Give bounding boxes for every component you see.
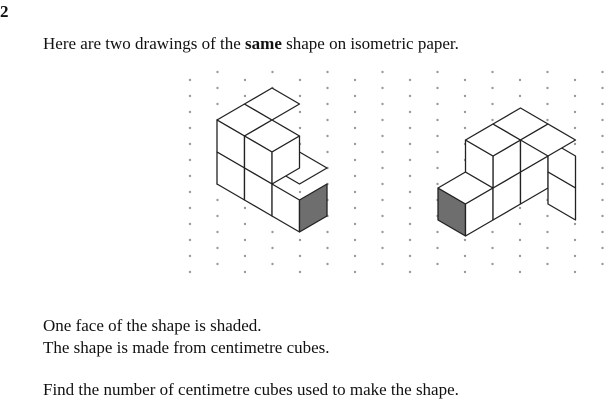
intro-before: Here are two drawings of the: [43, 34, 246, 53]
grid-dot: [409, 255, 411, 257]
grid-dot: [436, 263, 438, 265]
cube-front-face: [272, 184, 300, 232]
grid-dot: [271, 247, 273, 249]
grid-dot: [381, 215, 383, 217]
grid-dot: [409, 239, 411, 241]
grid-dot: [601, 199, 603, 201]
grid-dot: [189, 95, 191, 97]
grid-dot: [574, 239, 576, 241]
grid-dot: [299, 79, 301, 81]
grid-dot: [409, 95, 411, 97]
grid-dot: [271, 263, 273, 265]
grid-dot: [409, 79, 411, 81]
grid-dot: [354, 111, 356, 113]
grid-dot: [436, 183, 438, 185]
grid-dot: [381, 263, 383, 265]
grid-dot: [491, 103, 493, 105]
grid-dot: [189, 191, 191, 193]
grid-dot: [436, 119, 438, 121]
grid-dot: [409, 191, 411, 193]
right-shape-drawing: [438, 108, 576, 236]
grid-dot: [189, 271, 191, 273]
grid-dot: [189, 207, 191, 209]
grid-dot: [381, 151, 383, 153]
grid-dot: [381, 71, 383, 73]
grid-dot: [574, 127, 576, 129]
grid-dot: [326, 135, 328, 137]
grid-dot: [491, 119, 493, 121]
grid-dot: [299, 127, 301, 129]
grid-dot: [519, 271, 521, 273]
grid-dot: [354, 271, 356, 273]
grid-dot: [574, 111, 576, 113]
grid-dot: [326, 247, 328, 249]
grid-dot: [216, 71, 218, 73]
grid-dot: [216, 199, 218, 201]
grid-dot: [381, 231, 383, 233]
grid-dot: [409, 111, 411, 113]
grid-dot: [546, 87, 548, 89]
statement-centimetre-cubes: The shape is made from centimetre cubes.: [43, 338, 330, 357]
grid-dot: [574, 271, 576, 273]
grid-dot: [409, 175, 411, 177]
shaded-face: [300, 184, 328, 232]
grid-dot: [354, 143, 356, 145]
grid-dot: [244, 95, 246, 97]
grid-dot: [354, 175, 356, 177]
grid-dot: [326, 231, 328, 233]
grid-dot: [216, 231, 218, 233]
statement-shaded-face: One face of the shape is shaded.: [43, 316, 262, 335]
grid-dot: [546, 103, 548, 105]
grid-dot: [464, 127, 466, 129]
grid-dot: [244, 255, 246, 257]
grid-dot: [244, 223, 246, 225]
grid-dot: [601, 183, 603, 185]
grid-dot: [436, 71, 438, 73]
grid-dot: [271, 71, 273, 73]
grid-dot: [326, 263, 328, 265]
grid-dot: [381, 135, 383, 137]
grid-dot: [574, 95, 576, 97]
grid-dot: [601, 263, 603, 265]
grid-dot: [326, 71, 328, 73]
grid-dot: [326, 87, 328, 89]
grid-dot: [436, 87, 438, 89]
grid-dot: [464, 79, 466, 81]
grid-dot: [189, 111, 191, 113]
grid-dot: [436, 135, 438, 137]
grid-dot: [189, 255, 191, 257]
grid-dot: [601, 167, 603, 169]
grid-dot: [436, 151, 438, 153]
intro-after: shape on isometric paper.: [281, 34, 459, 53]
grid-dot: [354, 79, 356, 81]
grid-dot: [354, 255, 356, 257]
grid-dot: [216, 263, 218, 265]
grid-dot: [244, 79, 246, 81]
grid-dot: [244, 239, 246, 241]
grid-dot: [436, 231, 438, 233]
grid-dot: [491, 231, 493, 233]
grid-dot: [189, 143, 191, 145]
grid-dot: [519, 223, 521, 225]
grid-dot: [354, 191, 356, 193]
grid-dot: [271, 231, 273, 233]
grid-dot: [546, 231, 548, 233]
grid-dot: [409, 159, 411, 161]
grid-dot: [409, 271, 411, 273]
grid-dot: [299, 95, 301, 97]
grid-dot: [601, 103, 603, 105]
grid-dot: [381, 167, 383, 169]
grid-dot: [601, 87, 603, 89]
grid-dot: [519, 207, 521, 209]
grid-dot: [601, 247, 603, 249]
grid-dot: [546, 71, 548, 73]
grid-dot: [381, 247, 383, 249]
question-number: 2: [0, 2, 9, 21]
grid-dot: [354, 95, 356, 97]
grid-dot: [491, 247, 493, 249]
grid-dot: [546, 263, 548, 265]
grid-dot: [601, 135, 603, 137]
grid-dot: [326, 151, 328, 153]
task-text: Find the number of centimetre cubes used to make the shape.: [43, 380, 459, 399]
grid-dot: [436, 103, 438, 105]
grid-dot: [491, 71, 493, 73]
grid-dot: [381, 87, 383, 89]
grid-dot: [354, 207, 356, 209]
grid-dot: [519, 255, 521, 257]
grid-dot: [189, 79, 191, 81]
grid-dot: [601, 215, 603, 217]
grid-dot: [601, 71, 603, 73]
grid-dot: [216, 247, 218, 249]
grid-dot: [574, 255, 576, 257]
grid-dot: [189, 159, 191, 161]
grid-dot: [436, 247, 438, 249]
grid-dot: [381, 199, 383, 201]
grid-dot: [244, 271, 246, 273]
grid-dot: [189, 223, 191, 225]
grid-dot: [436, 167, 438, 169]
grid-dot: [464, 95, 466, 97]
grid-dot: [546, 215, 548, 217]
intro-bold-word: same: [245, 34, 282, 53]
grid-dot: [381, 103, 383, 105]
grid-dot: [326, 119, 328, 121]
grid-dot: [464, 271, 466, 273]
grid-dot: [299, 271, 301, 273]
grid-dot: [491, 263, 493, 265]
grid-dot: [189, 175, 191, 177]
grid-dot: [546, 247, 548, 249]
grid-dot: [574, 143, 576, 145]
grid-dot: [601, 151, 603, 153]
grid-dot: [354, 239, 356, 241]
left-shape-drawing: [217, 88, 327, 232]
grid-dot: [601, 119, 603, 121]
grid-dot: [574, 79, 576, 81]
grid-dot: [519, 79, 521, 81]
grid-dot: [299, 239, 301, 241]
grid-dot: [409, 127, 411, 129]
grid-dot: [354, 159, 356, 161]
grid-dot: [244, 207, 246, 209]
grid-dot: [464, 239, 466, 241]
grid-dot: [409, 223, 411, 225]
grid-dot: [519, 95, 521, 97]
grid-dot: [216, 215, 218, 217]
grid-dot: [409, 207, 411, 209]
grid-dot: [216, 87, 218, 89]
grid-dot: [464, 255, 466, 257]
grid-dot: [299, 111, 301, 113]
grid-dot: [354, 223, 356, 225]
grid-dot: [601, 231, 603, 233]
grid-dot: [299, 255, 301, 257]
grid-dot: [491, 87, 493, 89]
grid-dot: [326, 103, 328, 105]
grid-dot: [381, 119, 383, 121]
grid-dot: [299, 191, 301, 193]
grid-dot: [189, 127, 191, 129]
grid-dot: [519, 239, 521, 241]
grid-dot: [574, 223, 576, 225]
grid-dot: [189, 239, 191, 241]
grid-dot: [381, 183, 383, 185]
grid-dot: [216, 103, 218, 105]
grid-dot: [464, 111, 466, 113]
grid-dot: [546, 119, 548, 121]
grid-dot: [409, 143, 411, 145]
grid-dot: [354, 127, 356, 129]
